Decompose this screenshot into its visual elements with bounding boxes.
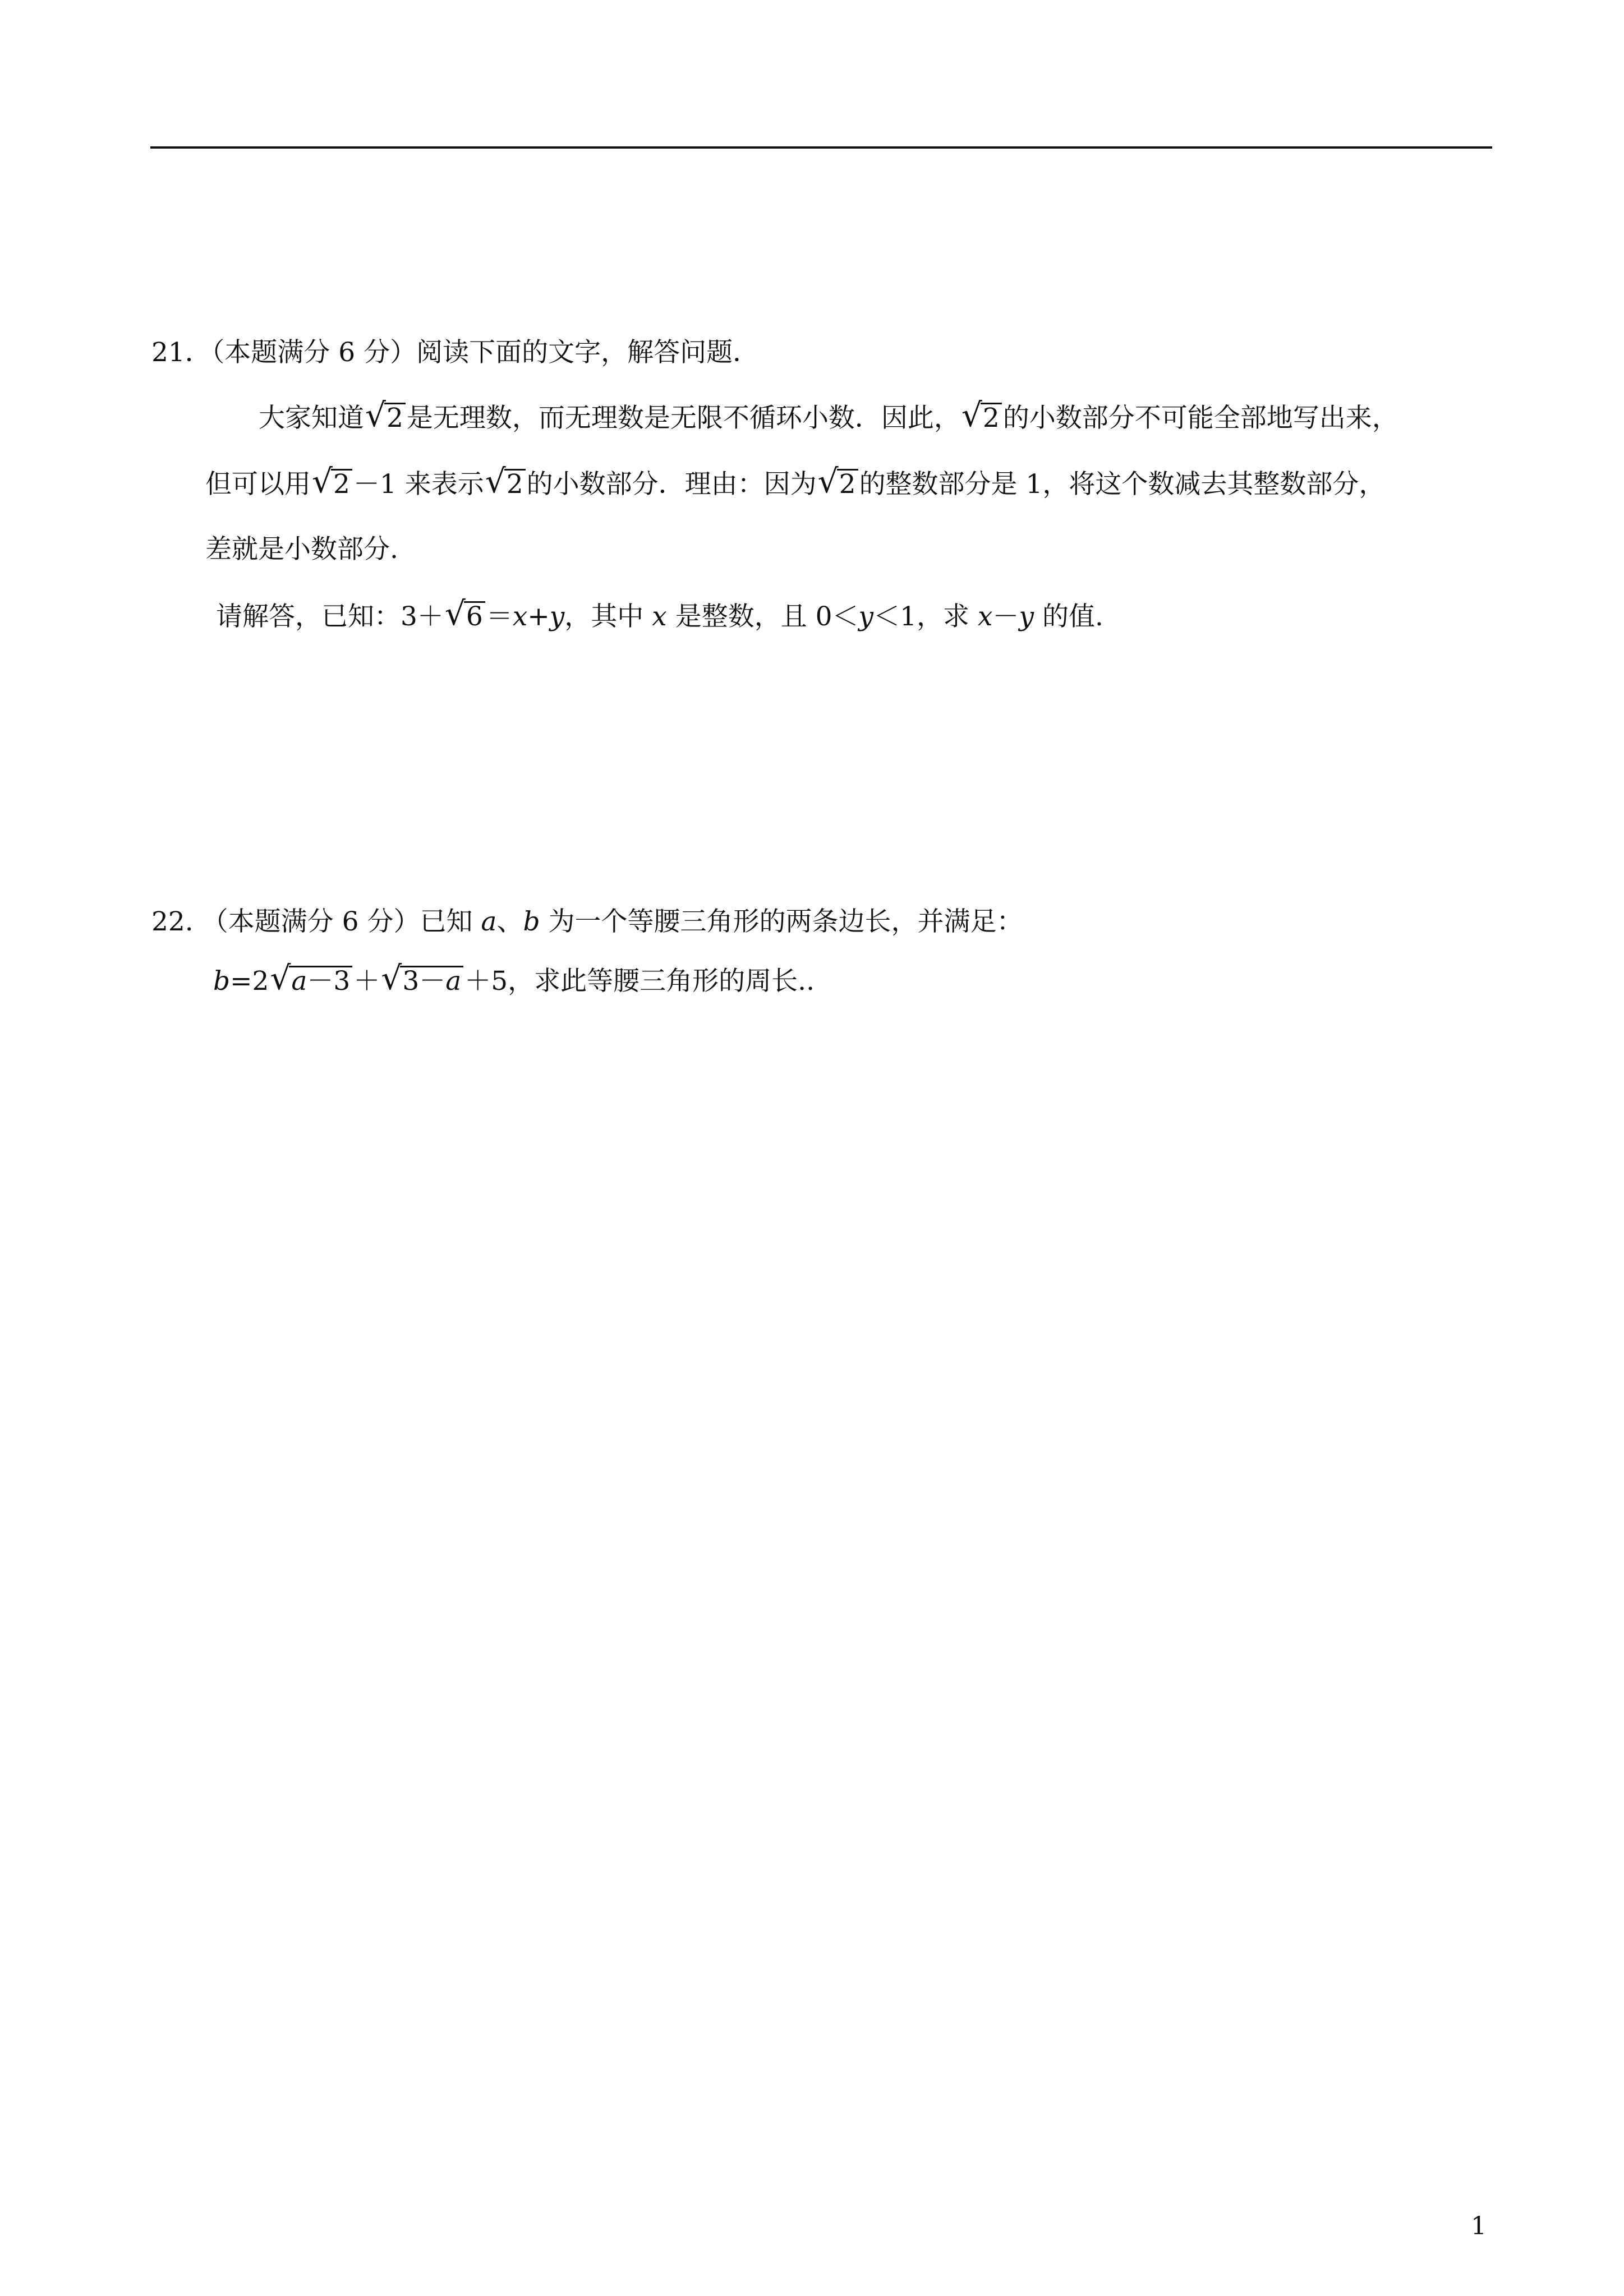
sqrt-expression [817,462,858,501]
variable-a: a [291,966,307,997]
q21-paragraph-line-2 [205,462,1386,501]
radical-sign-icon: √ [270,959,291,997]
variable-x: x [512,601,528,632]
q21-task-text-e: ＜1，求 [873,601,978,632]
q21-paragraph-line-3: 差就是小数部分. [205,534,398,565]
radicand: 2 [504,469,526,499]
sqrt-expression [270,959,352,998]
radical-sign-icon: √ [444,594,466,633]
q22-equation-tail: ＋5，求此等腰三角形的周长.. [464,966,815,997]
plus-sign: ＋ [353,966,380,997]
sqrt-expression [961,396,1002,435]
radicand: 6 [464,601,485,631]
variable-y: y [1019,601,1034,632]
variable-y: y [549,601,565,632]
variable-a: a [445,966,462,997]
q22-heading-text-a: 22. （本题满分 6 分）已知 [151,906,481,937]
q21-p2-text-b: －1 来表示 [353,469,484,500]
variable-b: b [523,906,540,937]
q21-task-text-g: 的值. [1034,601,1103,632]
radicand-prefix: 3－ [402,966,446,997]
sqrt-expression [485,462,526,501]
q21-task-text-a: 请解答，已知：3＋ [216,601,444,632]
radical-sign-icon: √ [961,396,982,434]
q21-task-text-b: ＝ [486,601,513,632]
sqrt-expression [444,594,485,634]
radicand: 2 [384,403,406,432]
q21-task [216,594,1103,634]
page-number: 1 [1471,2212,1487,2240]
q21-p1-text-a: 大家知道 [259,403,364,434]
sqrt-expression [312,462,352,501]
q22-equation [213,959,815,998]
q21-p1-text-b: 是无理数，而无理数是无限不循环小数．因此， [406,403,960,434]
q22-heading [151,905,1023,939]
q21-task-text-d: 是整数，且 0＜ [666,601,859,632]
variable-x: x [977,601,993,632]
equals-two: =2 [230,966,269,997]
radical-sign-icon: √ [485,462,506,500]
radicand: 2 [837,469,858,499]
variable-y: y [858,601,874,632]
q21-p1-text-c: 的小数部分不可能全部地写出来， [1002,403,1398,434]
separator: 、 [496,906,523,937]
radicand: 2 [331,469,352,499]
q21-paragraph-line-1 [259,396,1398,435]
q21-p2-text-a: 但可以用 [205,469,311,500]
radicand-rest: －3 [307,966,351,997]
q22-heading-text-b: 为一个等腰三角形的两条边长，并满足： [540,906,1023,937]
q21-p2-text-c: 的小数部分．理由：因为 [526,469,817,500]
plus-sign: + [527,601,550,632]
sqrt-expression [381,959,463,998]
variable-a: a [481,906,497,937]
radicand: 2 [981,403,1002,432]
radical-sign-icon: √ [312,462,333,500]
radicand [289,966,352,995]
sqrt-expression [365,396,406,435]
q21-heading: 21．（本题满分 6 分）阅读下面的文字，解答问题． [151,337,760,368]
q21-p2-text-d: 的整数部分是 1，将这个数减去其整数部分， [859,469,1386,500]
q21-task-text-c: ，其中 [564,601,652,632]
radical-sign-icon: √ [817,462,839,500]
variable-b: b [213,966,231,997]
radicand [400,966,463,995]
minus-sign: － [992,601,1019,632]
radical-sign-icon: √ [381,959,402,997]
variable-x: x [652,601,667,632]
radical-sign-icon: √ [365,396,386,434]
header-rule [150,146,1492,149]
